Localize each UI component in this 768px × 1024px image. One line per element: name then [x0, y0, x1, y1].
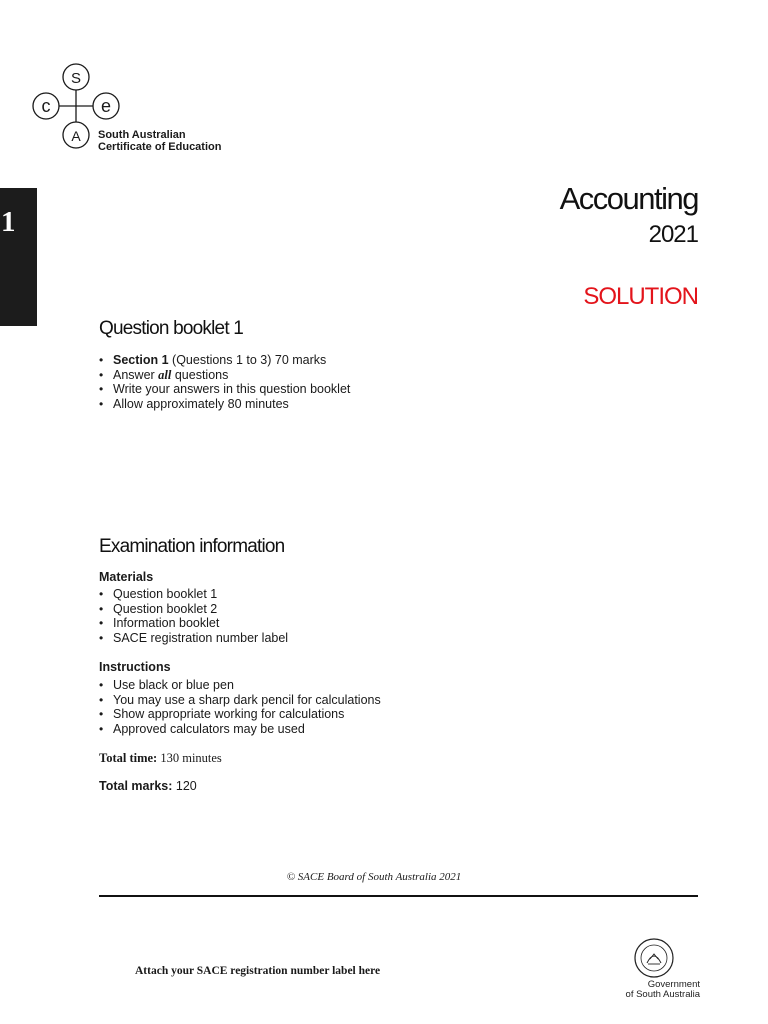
list-item [99, 693, 381, 708]
list-item-text: Approved calculators may be used [113, 721, 305, 736]
registration-label-area: Attach your SACE registration number label here [135, 965, 381, 977]
list-item-text: Allow approximately 80 minutes [113, 396, 289, 411]
bullet-icon: • [99, 353, 104, 367]
list-item [99, 707, 381, 722]
question-booklet-heading: Question booklet 1 [99, 318, 244, 339]
list-item-text: SACE registration number label [113, 630, 289, 645]
exam-info-heading: Examination information [99, 536, 285, 557]
answer-post: questions [171, 367, 229, 382]
bullet-icon: • [99, 630, 104, 645]
list-item [99, 631, 288, 646]
instructions-list [99, 678, 381, 736]
bullet-icon: • [99, 692, 104, 707]
list-item-text: Use black or blue pen [113, 678, 234, 692]
list-item [99, 722, 381, 737]
total-marks-value: 120 [175, 779, 197, 793]
logo-wordmark [98, 129, 221, 153]
bullet-icon: • [99, 367, 104, 382]
total-marks [99, 779, 197, 793]
list-item-text: Question booklet 1 [113, 587, 218, 601]
list-item-text: Write your answers in this question booklet [113, 382, 351, 397]
list-item [99, 368, 350, 383]
section-label: Section 1 [113, 353, 169, 367]
logo-letter-c: c [41, 96, 51, 116]
list-item-text: Question booklet 2 [113, 601, 218, 616]
exam-year: 2021 [648, 221, 698, 248]
answer-pre: Answer [113, 367, 159, 382]
total-time-label: Total time: [99, 751, 158, 765]
list-item [99, 397, 350, 412]
logo-letter-a: A [71, 128, 81, 144]
copyright-text: © SACE Board of South Australia 2021 [286, 871, 462, 883]
list-item-text: Show appropriate working for calculations [113, 707, 345, 722]
list-item [99, 587, 288, 602]
south-australia-emblem-icon [633, 937, 675, 979]
bullet-icon: • [99, 601, 104, 616]
gov-line-1: Government [647, 979, 700, 990]
bullet-icon: • [99, 587, 104, 601]
list-item [99, 616, 288, 631]
list-item-text: Information booklet [113, 616, 220, 631]
materials-list [99, 587, 288, 645]
materials-heading: Materials [99, 570, 154, 584]
list-item [99, 353, 350, 368]
logo-letter-e: e [100, 96, 112, 116]
bullet-icon: • [99, 678, 104, 692]
government-wordmark [612, 980, 700, 1000]
logo-line-2: Certificate of Education [98, 141, 222, 153]
instructions-heading: Instructions [99, 660, 171, 674]
total-time-value: 130 minutes [160, 751, 222, 765]
list-item-text: You may use a sharp dark pencil for calculations [113, 692, 381, 707]
copyright-notice [0, 871, 768, 883]
answer-emphasis: all [158, 367, 172, 382]
total-marks-label: Total marks: [99, 779, 173, 793]
bullet-icon: • [99, 616, 104, 631]
list-item [99, 602, 288, 617]
list-item [99, 382, 350, 397]
bullet-icon: • [99, 382, 104, 397]
total-time [99, 751, 222, 766]
subject-title: Accounting [559, 181, 698, 216]
logo-line-1: South Australian [98, 129, 186, 141]
section-detail: (Questions 1 to 3) 70 marks [168, 353, 327, 367]
footer-divider [99, 895, 698, 897]
solution-label: SOLUTION [583, 283, 698, 310]
bullet-icon: • [99, 707, 104, 722]
booklet-number: 1 [1, 206, 16, 238]
list-item [99, 678, 381, 693]
bullet-icon: • [99, 396, 104, 411]
gov-line-2: of South Australia [625, 989, 700, 1000]
bullet-icon: • [99, 721, 104, 736]
logo-letter-s: S [70, 70, 82, 87]
question-booklet-list [99, 353, 350, 411]
